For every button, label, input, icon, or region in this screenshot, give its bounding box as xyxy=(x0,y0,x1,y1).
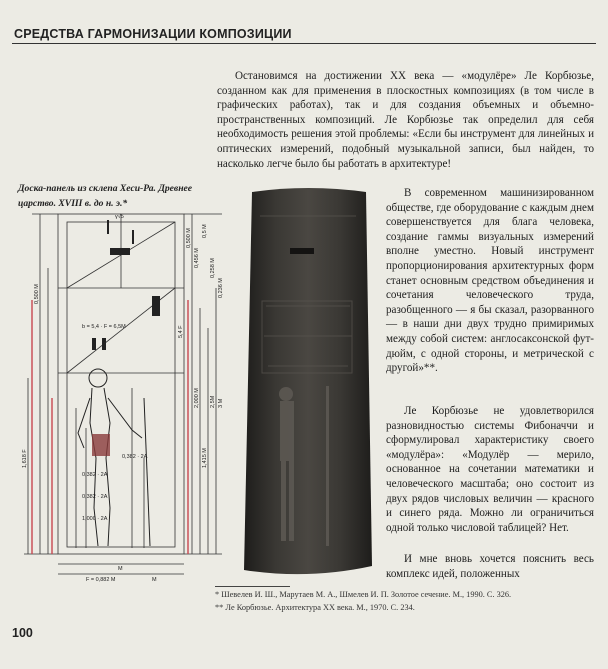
label-left-2: 1,618 F xyxy=(22,449,28,468)
figure-caption: Доска-панель из склепа Хеси-Ра. Древнее царство. XVIII в. до н. э.* xyxy=(18,183,193,209)
label-inner-1: 0,382 · 2А xyxy=(82,472,108,478)
label-m-side-4: 5,4 F xyxy=(178,325,184,338)
article-paragraph-2b: Ле Корбюзье не удовлетворился разновидностью системы Фибоначчи и сформулировал характеристику своего «модулёра»: «Модулёр — мерило, основанное на сочетании математики и человеческого масштаба; оно состоит из двух рядов числовых величин — красного и синего ряда. Можно ли ограничиться одной только числовой таблицей? Нет. xyxy=(386,405,594,534)
label-right-2: 1,415 М xyxy=(202,448,208,468)
label-m-side-1: 0,500 М xyxy=(186,228,192,248)
article-paragraph-1: Остановимся на достижении XX века — «модулёре» Ле Корбюзье, созданном как для применения в плоскостных композициях (в том числе в графических работах), так и для создания объемных и объемно-пространственных композиций. Ле Корбюзье так определил для себя необходимость решения этой проблемы: «Если бы инструмент для линейных и оптических измерений, подобный музыкальной записи, был найден, то насколько легче было бы работать в архитектуре! xyxy=(217,70,594,170)
article-paragraph-2: В современном машинизированном обществе, где оборудование с каждым днем совершенствуется для блага человека, создание гаммы визуальных измерений вполне уместно. Новый инструмент пропорционирования архитектурных форм станет основным средством объединения и сочетания человеческого труда, разобщенного — я бы сказал, разорванного — в наши дни двух трудно примиримых между собой систем: англосаксонской фут-дюйм, с одной стороны, и метрической с другой»**. xyxy=(386,187,594,375)
label-diag: b = 5,4 · F = 6,5M xyxy=(82,324,126,330)
label-inner-4: 0,382 · 2А xyxy=(122,454,148,460)
label-inner-3: 1,000 · 2А xyxy=(82,516,108,522)
page-number: 100 xyxy=(12,626,33,640)
label-right-3: 2,5M xyxy=(210,395,216,408)
proportion-drawing xyxy=(12,208,234,584)
footnote-2: ** Ле Корбюзье. Архитектура XX века. М., 1970. С. 234. xyxy=(215,603,415,612)
panel-photo xyxy=(238,186,378,578)
label-top-mark: γ√5 xyxy=(115,214,124,220)
label-m-bottom: М xyxy=(118,566,123,572)
label-m-small-2: 0,236 М xyxy=(218,278,224,298)
label-m-side-2: 0,456 М xyxy=(194,248,200,268)
label-left-1: 0,500 М xyxy=(34,284,40,304)
header-rule xyxy=(12,43,596,44)
footnote-rule xyxy=(215,586,290,587)
article-paragraph-3: И мне вновь хочется пояснить весь комплекс идей, положенных xyxy=(386,553,594,580)
footnote-1: * Шевелев И. Ш., Марутаев М. А., Шмелев И. П. Золотое сечение. М., 1990. С. 326. xyxy=(215,590,512,599)
label-right-4: 3 М xyxy=(218,398,224,408)
label-f-bottom: F = 0,882 М xyxy=(86,577,116,583)
label-inner-2: 0,382 · 2А xyxy=(82,494,108,500)
label-m-bottom2: М xyxy=(152,577,157,583)
label-right-1: 2,000 М xyxy=(194,388,200,408)
page-header-title: СРЕДСТВА ГАРМОНИЗАЦИИ КОМПОЗИЦИИ xyxy=(14,27,292,41)
label-m-side-3: 0,5 М xyxy=(202,224,208,238)
label-m-small-1: 0,258 М xyxy=(210,258,216,278)
